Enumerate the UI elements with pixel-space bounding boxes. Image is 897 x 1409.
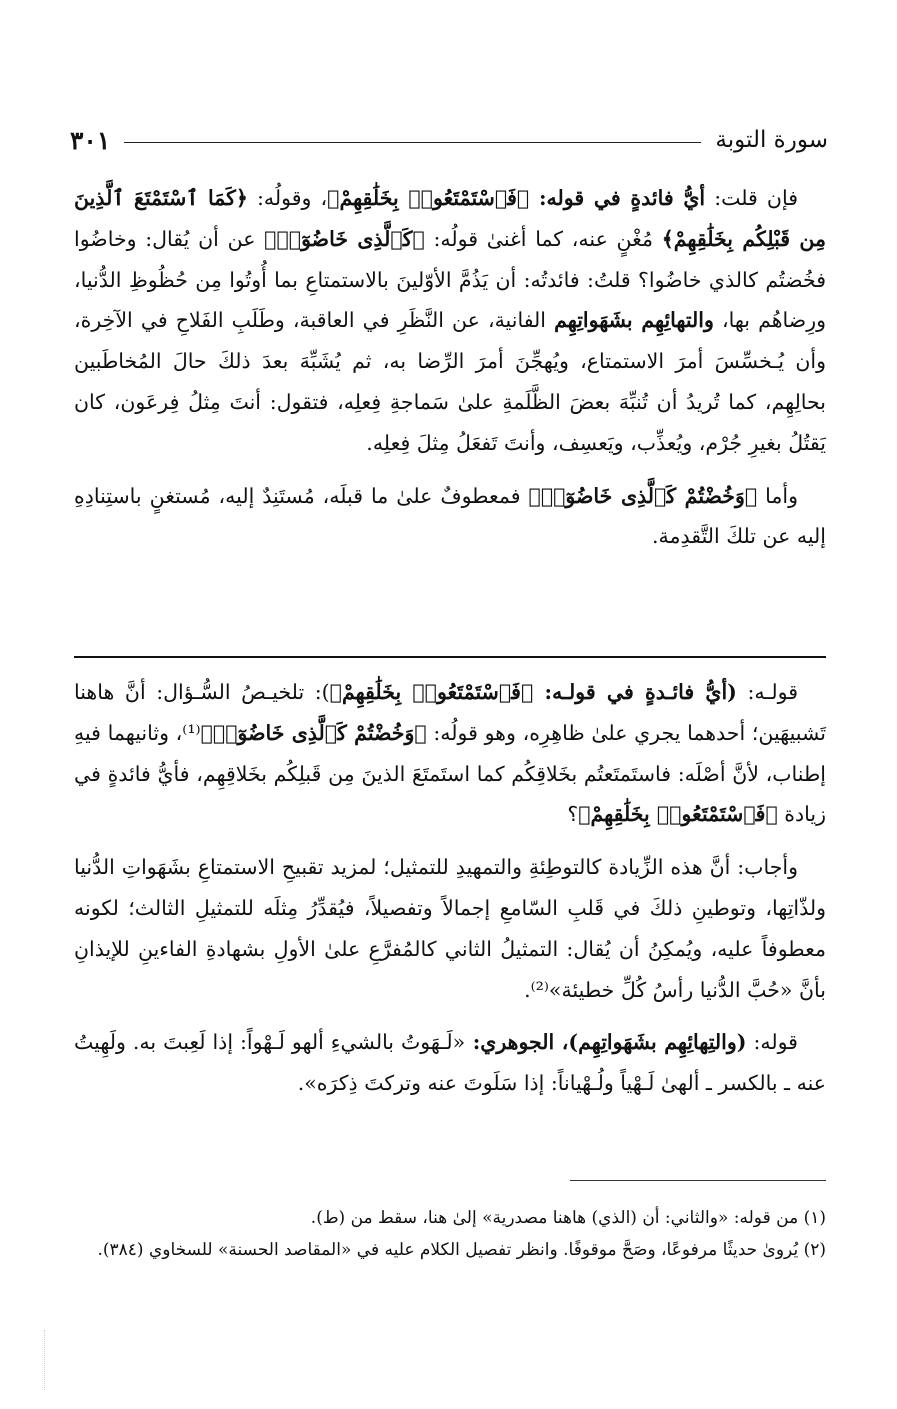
text-segment: ، وقولُه: xyxy=(247,186,328,210)
text-segment: فإن قلت: xyxy=(705,186,799,210)
text-segment: وأجاب: أنَّ هذه الزِّيادة كالتوطِئةِ والتمهيدِ للتمثيل؛ لمزيد تقبيحِ الاستمتاعِ بشَهَواتِ الدُّنيا ولذّاتِها، وتوطينِ ذلكَ في قَلبِ السّامعِ إجمالاً وتفصيلاً، فيُقدِّرُ مِثلَه للتمثيلِ الثالث؛ لكونه معطوفاً عليه، ويُمكِنُ أن يُقال: التمثيلُ الثاني كالمُفرَّعِ علىٰ الأولِ بشهادةِ الفاءينِ للإيذانِ بأنَّ «حُبَّ الدُّنيا رأسُ كُلِّ خطيئة»⁽²⁾. xyxy=(74,855,826,1002)
commentary-paragraph-1 xyxy=(74,672,826,835)
text-segment: مُغْنٍ عنه، كما أغنىٰ قولُه: xyxy=(424,226,662,251)
text-segment-bold: (والتِهائِهِم بشَهَواتِهِم)، الجوهري: xyxy=(465,1030,747,1055)
text-segment: ): تلخيـصُ السُّـؤال: أنَّ هاهنا تَشبيهَين؛ أحدهما يجري علىٰ ظاهِرِه، وهو قولُه: xyxy=(74,680,826,745)
main-paragraph-1 xyxy=(74,178,826,464)
sura-title: سورة التوبة xyxy=(715,127,828,153)
commentary-paragraph-3 xyxy=(74,1022,826,1104)
text-segment: قوله: xyxy=(746,1030,798,1055)
text-segment: الفانية، عن النَّظَرِ في العاقبة، وطَلَبِ الفَلاحِ في الآخِرة، وأن يُـخسِّسَ أمرَ الاستمتاع، ويُهجِّنَ أمرَ الرِّضا به، ثم يُشَبِّهَ بعدَ ذلكَ حالَ المُخاطَبين بحالِهِم، كما تُريدُ أن تُنبِّهَ بعضَ الظَّلَمةِ علىٰ سَماجةِ فِعلِه، فتقول: أنتَ مِثلُ فِرعَون، كان يَقتُلُ بغيرِ جُرْم، ويُعذِّب، ويَعسِف، وأنتَ تَفعَلُ مِثلَ فِعلِه. xyxy=(74,308,826,455)
footnote-rule xyxy=(570,1180,826,1181)
header-rule xyxy=(124,142,701,143)
text-segment: ؟ xyxy=(567,802,579,827)
commentary-text xyxy=(74,672,826,1104)
main-paragraph-2 xyxy=(74,476,826,558)
section-divider xyxy=(74,656,826,658)
footnote-1: (١) من قوله: «والثاني: أن (الذي) هاهنا مصدرية» إلىٰ هنا، سقط من (ط). xyxy=(310,1208,826,1228)
quran-quote: ﴿وَخُضْتُمْ كَٱلَّذِى خَاضُوٓا۟﴾ xyxy=(200,720,427,745)
quran-quote: ﴿كَٱلَّذِى خَاضُوٓا۟﴾ xyxy=(264,226,425,251)
quran-quote: ﴿فَٱسْتَمْتَعُوا۟ بِخَلَٰقِهِمْ﴾ xyxy=(578,802,778,827)
text-segment-bold: (أيُّ فائـدةٍ في قولـه: xyxy=(533,680,737,704)
text-segment: قولـه: xyxy=(736,680,799,704)
main-text xyxy=(74,178,826,557)
text-segment-bold: والتهائِهِم بشَهَواتِهِم xyxy=(554,308,714,333)
footnote-2: (٢) يُروىٰ حديثًا مرفوعًا، وصَحَّ موقوفًا. وانظر تفصيل الكلام عليه في «المقاصد الحسنة» للسخاوي (٣٨٤). xyxy=(97,1240,826,1260)
page-header xyxy=(70,118,828,162)
page-number: ٣٠١ xyxy=(70,125,111,155)
quran-quote: ﴿فَٱسْتَمْتَعُوا۟ بِخَلَٰقِهِمْ﴾ xyxy=(329,680,534,704)
text-segment: «لَـهَوتُ بالشيءِ ألهو لَـهْواً: إذا لَعِبتَ به. ولَهِيتُ عنه ـ بالكسر ـ ألهىٰ لَـهْياً ولُـهْياناً: إذا سَلَوتَ عنه وتركتَ ذِكرَه». xyxy=(74,1030,826,1096)
quran-quote: ﴿كَمَا ٱسْتَمْتَعَ ٱلَّذِينَ مِن قَبْلِكُم بِخَلَٰقِهِمْ﴾ xyxy=(74,186,826,251)
text-segment: فمعطوفٌ علىٰ ما قبلَه، مُستَنِدٌ إليه، مُستغنٍ باستِنادِهِ إليه عن تلكَ التَّقدِمة. xyxy=(74,483,826,549)
text-segment: ⁽¹⁾، وثانيهما فيهِ إطناب، لأنَّ أصْلَه: فاستَمتَعتُم بخَلاقِكُم كما استَمتَعَ الذينَ مِن قَبلِكُم بخَلاقِهِم، فأيُّ فائدةٍ في زيادة xyxy=(74,720,826,827)
quran-quote: ﴿فَٱسْتَمْتَعُوا۟ بِخَلَٰقِهِمْ﴾ xyxy=(327,186,530,210)
margin-mark xyxy=(44,1330,47,1390)
text-segment-bold: أيُّ فائدةٍ في قوله: xyxy=(529,186,706,210)
text-segment: عن أن يُقال: وخاضُوا فخُضتُم كالذي خاضُوا؟ قلتُ: فائدتُه: أن يَذُمَّ الأوّلينَ بالاستمتاعِ بما أُوتُوا مِن حُظُوظِ الدُّنيا، ورِضاهُم بها، xyxy=(74,226,826,333)
text-segment: وأما xyxy=(757,483,798,508)
quran-quote: ﴿وَخُضْتُمْ كَٱلَّذِى خَاضُوٓا۟﴾ xyxy=(528,483,758,508)
footnotes xyxy=(74,1202,826,1266)
commentary-paragraph-2 xyxy=(74,847,826,1010)
